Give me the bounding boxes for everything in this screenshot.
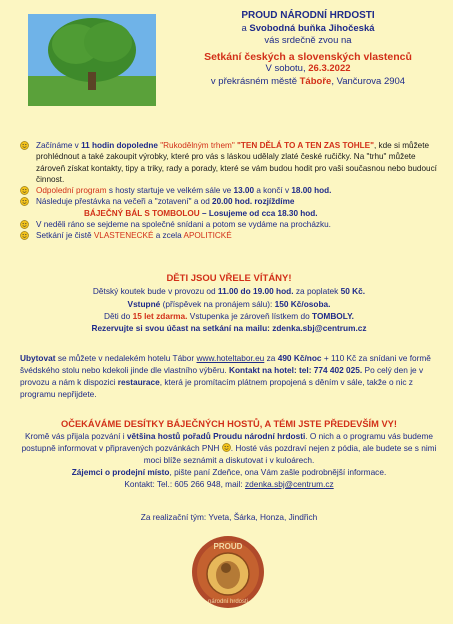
smiley-icon	[20, 197, 29, 206]
kids-section	[20, 273, 438, 334]
smiley-icon	[20, 141, 29, 150]
ball-line: BÁJEČNÝ BÁL S TOMBOLOU – Losujeme od cca 18.30 hod.	[84, 208, 318, 218]
contact-line: Kontakt: Tel.: 605 266 948, mail: zdenka.sbj@centrum.cz	[124, 479, 334, 489]
accommodation-section: Ubytovat se můžete v nedalekém hotelu Tábor www.hoteltabor.eu za 490 Kč/noc + 110 Kč za snídani ve formě švédského stolu nebo kdekoli jinde dle vlastního výběru. Kontakt na hotel: tel: 774 402 025. Po celý den je v provozu a nám k dispozici restaurace, která je promítacím plátnem propojená s děním v sále, takže o nic z programu nepřijdete.	[20, 353, 431, 399]
smiley-icon	[20, 231, 29, 240]
guests-text: Kromě vás přijala pozvání i většina hostů pořadů Proudu národní hrdosti. O nich a o programu vás budeme postupně informovat v připravených pozvánkách PNH . Hosté vás pozdraví nejen z pódia, ale budete se s nimi moci blíže seznámit a diskutovat i v kuloárech.	[21, 431, 437, 465]
event-place: v překrásném městě Táboře, Vančurova 2904	[210, 75, 406, 87]
smiley-icon	[20, 220, 29, 229]
kids-title: DĚTI JSOU VŘELE VÍTÁNY!	[166, 273, 292, 284]
event-date: V sobotu, 26.3.2022	[265, 63, 351, 74]
program-item: Odpolední program s hosty startuje ve velkém sále ve 13.00 a končí v 18.00 hod.	[20, 185, 438, 196]
header-org: PROUD NÁRODNÍ HRDOSTI	[241, 10, 375, 21]
hotel-website-link[interactable]: www.hoteltabor.eu	[196, 353, 265, 363]
tree-image	[28, 14, 156, 106]
header	[168, 10, 448, 88]
event-title: Setkání českých a slovenských vlastenců	[204, 50, 412, 63]
program-item: Začínáme v 11 hodin dopoledne "Rukodělným trhem" "TEN DĚLÁ TO A TEN ZAS TOHLE", kde si můžete prohlédnout a také zakoupit výrobky, které pro vás s láskou udělaly zlaté české ručičky. Na "trhu" můžete zároveň získat kontakty, tipy a triky, rady a porady, které se vám budou hodit pro vaši současnou nebo budoucí činnost.	[20, 140, 438, 185]
kids-line: Vstupné (příspěvek na pronájem sálu): 150 Kč/osoba.	[127, 298, 331, 309]
logo-top-text: PROUD	[213, 542, 243, 551]
smiley-icon	[20, 186, 29, 195]
program-item: Následuje přestávka na večeři a "zotavení" a od 20.00 hod. rozjíždíme	[20, 196, 438, 207]
guests-section	[20, 418, 438, 490]
kids-line: Dětský koutek bude v provozu od 11.00 do 19.00 hod. za poplatek 50 Kč.	[92, 286, 366, 297]
reservation-line: Rezervujte si svou účast na setkání na mailu: zdenka.sbj@centrum.cz	[91, 323, 367, 334]
logo-bottom-text: národní hrdosti	[207, 599, 249, 605]
smiley-icon	[222, 443, 231, 452]
kids-line: Děti do 15 let zdarma. Vstupenka je zároveň lístkem do TOMBOLY.	[103, 310, 354, 321]
seller-line: Zájemci o prodejní místo, pište paní Zdeňce, ona Vám zašle podrobnější informace.	[71, 467, 387, 477]
program	[20, 140, 438, 242]
header-co-org: a Svobodná buňka Jihočeská	[241, 22, 375, 34]
contact-email-link[interactable]: zdenka.sbj@centrum.cz	[245, 479, 334, 489]
header-invite: vás srdečně zvou na	[264, 35, 352, 46]
program-item: V neděli ráno se sejdeme na společné snídani a potom se vydáme na procházku.	[20, 219, 438, 230]
program-item: Setkání je čistě VLASTENECKÉ a zcela APOLITICKÉ	[20, 230, 438, 241]
team-credits: Za realizační tým: Yveta, Šárka, Honza, Jindřich	[140, 512, 318, 522]
proud-logo	[191, 535, 265, 609]
reservation-email-link[interactable]: zdenka.sbj@centrum.cz	[272, 323, 367, 334]
guests-title: OČEKÁVÁME DESÍTKY BÁJEČNÝCH HOSTŮ, A TÉMI JSTE PŘEDEVŠÍM VY!	[61, 419, 397, 429]
